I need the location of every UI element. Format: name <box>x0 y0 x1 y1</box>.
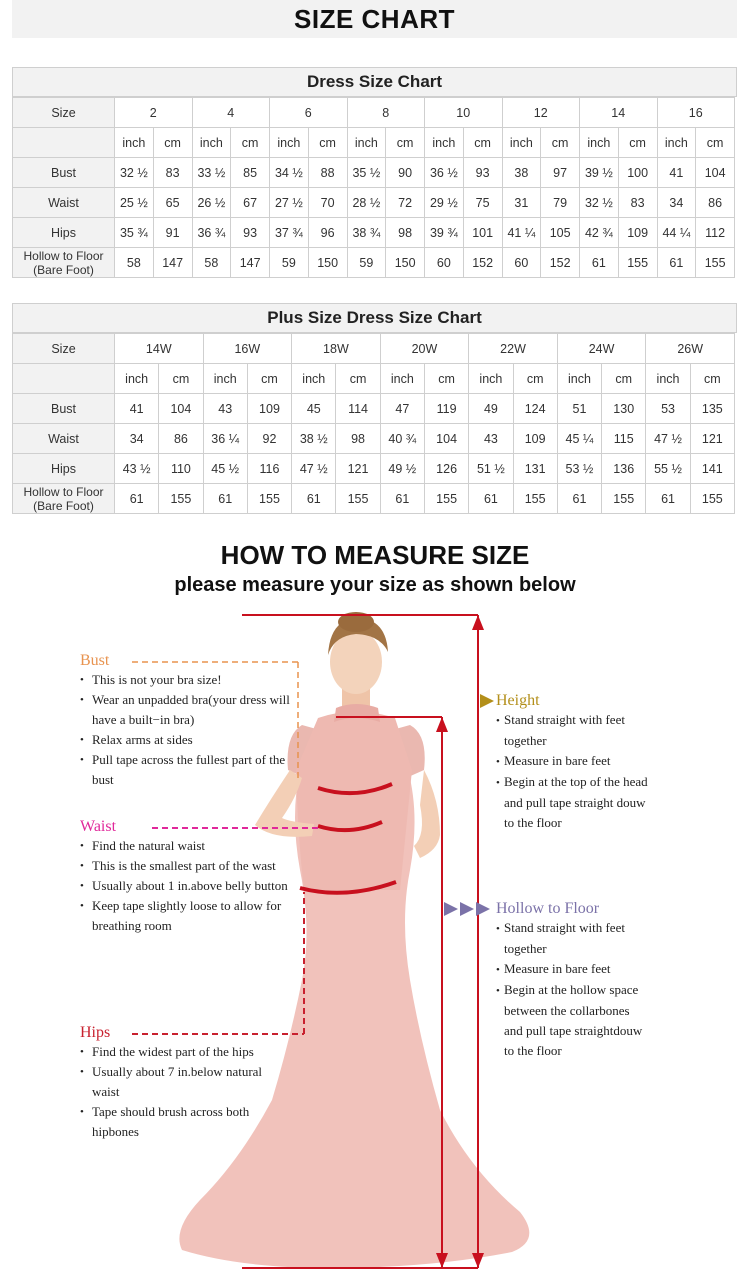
table-cell: 51 <box>557 394 601 424</box>
size-header-cell: 14 <box>580 98 658 128</box>
plus-size-chart <box>12 303 737 514</box>
table-cell: 61 <box>580 248 619 278</box>
table-cell: 83 <box>618 188 657 218</box>
list-item <box>496 793 746 813</box>
table-cell: 59 <box>270 248 309 278</box>
hollow-arrow-icon <box>444 902 490 916</box>
list-item-text: to the floor <box>504 815 562 830</box>
size-header-cell: 22W <box>469 334 558 364</box>
list-item <box>496 918 746 939</box>
list-item-text: and pull tape straightdouw <box>504 1023 643 1038</box>
table-cell: 83 <box>153 158 192 188</box>
table-cell: 45 ½ <box>203 454 247 484</box>
unit-cm-cell: cm <box>463 128 502 158</box>
table-cell: 53 <box>646 394 690 424</box>
list-item <box>80 750 290 790</box>
table-cell: 98 <box>386 218 425 248</box>
list-item <box>80 730 290 750</box>
waist-list <box>80 836 290 936</box>
unit-inch-cell: inch <box>192 128 231 158</box>
list-item <box>80 670 290 690</box>
table-cell: 105 <box>541 218 580 248</box>
table-cell: 150 <box>386 248 425 278</box>
table-cell: 43 <box>469 424 513 454</box>
bullet-icon: • <box>496 923 500 935</box>
bullet-icon: • <box>496 985 500 997</box>
unit-inch-cell: inch <box>469 364 513 394</box>
table-cell: 33 ½ <box>192 158 231 188</box>
hollow-section <box>496 900 746 1061</box>
row-label-text: Hollow to Floor <box>23 248 104 263</box>
table-cell: 79 <box>541 188 580 218</box>
row-label <box>13 188 115 218</box>
table-cell: 92 <box>247 424 291 454</box>
size-header-row <box>13 334 735 364</box>
table-cell: 60 <box>502 248 541 278</box>
unit-cm-cell: cm <box>696 128 735 158</box>
table-cell: 61 <box>646 484 690 514</box>
table-cell: 28 ½ <box>347 188 386 218</box>
table-cell: 114 <box>336 394 380 424</box>
table-cell: 32 ½ <box>580 188 619 218</box>
row-label-text: Waist <box>48 195 79 210</box>
table-cell: 39 ¾ <box>425 218 464 248</box>
table-cell: 41 <box>115 394 159 424</box>
size-header-cell: 20W <box>380 334 469 364</box>
list-item-text: Find the natural waist <box>92 838 206 853</box>
list-item-text: This is not your bra size! <box>92 672 222 687</box>
table-cell: 155 <box>336 484 380 514</box>
page-title: SIZE CHART <box>294 3 455 34</box>
list-item-text: Usually about 7 in.below natural waist <box>92 1064 263 1099</box>
list-item <box>496 710 746 731</box>
height-section <box>496 692 746 833</box>
table-cell: 34 <box>115 424 159 454</box>
unit-inch-cell: inch <box>646 364 690 394</box>
table-cell: 155 <box>618 248 657 278</box>
table-cell: 43 ½ <box>115 454 159 484</box>
unit-cm-cell: cm <box>153 128 192 158</box>
bullet-icon: • <box>496 777 500 789</box>
bust-heading: Bust <box>80 652 110 669</box>
unit-cm-cell: cm <box>618 128 657 158</box>
list-item <box>80 896 290 936</box>
list-item <box>80 690 290 730</box>
table-cell: 41 <box>657 158 696 188</box>
table-cell: 98 <box>336 424 380 454</box>
row-label-text: Hollow to Floor <box>23 484 104 499</box>
table-cell: 141 <box>690 454 734 484</box>
table-cell: 86 <box>696 188 735 218</box>
list-item-text: Stand straight with feet <box>504 712 625 727</box>
list-item-text: and pull tape straight douw <box>504 795 646 810</box>
measure-subtitle: please measure your size as shown below <box>174 574 576 596</box>
size-header-cell: 6 <box>270 98 348 128</box>
unit-cm-cell: cm <box>690 364 734 394</box>
height-heading: Height <box>496 692 540 709</box>
size-header-cell: 24W <box>557 334 646 364</box>
table-cell: 86 <box>159 424 203 454</box>
table-cell: 61 <box>292 484 336 514</box>
table-row <box>13 248 735 278</box>
list-item-text: between the collarbones <box>504 1003 630 1018</box>
list-item <box>80 876 290 896</box>
table-cell: 75 <box>463 188 502 218</box>
table-cell: 155 <box>513 484 557 514</box>
table-cell: 36 ½ <box>425 158 464 188</box>
table-cell: 104 <box>424 424 468 454</box>
table-cell: 45 <box>292 394 336 424</box>
table-cell: 47 ½ <box>292 454 336 484</box>
size-header-cell: 16 <box>657 98 735 128</box>
list-item-text: Usually about 1 in.above belly button <box>92 878 288 893</box>
size-header-cell: 16W <box>203 334 292 364</box>
table-cell: 38 ¾ <box>347 218 386 248</box>
table-cell: 109 <box>513 424 557 454</box>
table-cell: 155 <box>247 484 291 514</box>
table-cell: 38 <box>502 158 541 188</box>
table-cell: 100 <box>618 158 657 188</box>
table-cell: 35 ½ <box>347 158 386 188</box>
list-item <box>496 1001 746 1021</box>
waist-section <box>80 818 290 936</box>
row-label <box>13 454 115 484</box>
list-item <box>496 813 746 833</box>
unit-inch-cell: inch <box>292 364 336 394</box>
list-item-text: Measure in bare feet <box>504 753 611 768</box>
table-cell: 90 <box>386 158 425 188</box>
list-item-text: Begin at the hollow space <box>504 982 639 997</box>
unit-row <box>13 364 735 394</box>
row-label <box>13 424 115 454</box>
table-cell: 67 <box>231 188 270 218</box>
hips-section <box>80 1024 290 1142</box>
table-cell: 101 <box>463 218 502 248</box>
unit-cm-cell: cm <box>231 128 270 158</box>
table-cell: 26 ½ <box>192 188 231 218</box>
table-cell: 91 <box>153 218 192 248</box>
table-cell: 72 <box>386 188 425 218</box>
table-cell: 36 ¾ <box>192 218 231 248</box>
plus-size-table <box>12 333 735 514</box>
list-item-text: together <box>504 941 547 956</box>
list-item <box>496 1041 746 1061</box>
list-item <box>80 836 290 856</box>
table-cell: 49 ½ <box>380 454 424 484</box>
table-cell: 29 ½ <box>425 188 464 218</box>
unit-cm-cell: cm <box>247 364 291 394</box>
table-cell: 37 ¾ <box>270 218 309 248</box>
size-header-cell: 2 <box>115 98 193 128</box>
unit-row-head <box>13 364 115 394</box>
table-row <box>13 394 735 424</box>
table-cell: 35 ¾ <box>115 218 154 248</box>
table-cell: 61 <box>203 484 247 514</box>
table-cell: 45 ¼ <box>557 424 601 454</box>
unit-inch-cell: inch <box>502 128 541 158</box>
table-cell: 155 <box>159 484 203 514</box>
unit-cm-cell: cm <box>602 364 646 394</box>
table-cell: 124 <box>513 394 557 424</box>
table-cell: 61 <box>657 248 696 278</box>
table-cell: 155 <box>424 484 468 514</box>
row-label <box>13 484 115 514</box>
unit-inch-cell: inch <box>203 364 247 394</box>
row-label <box>13 218 115 248</box>
table-row <box>13 424 735 454</box>
table-cell: 131 <box>513 454 557 484</box>
list-item <box>80 856 290 876</box>
list-item <box>496 939 746 959</box>
table-cell: 25 ½ <box>115 188 154 218</box>
table-cell: 43 <box>203 394 247 424</box>
hips-heading: Hips <box>80 1024 111 1041</box>
list-item <box>80 1102 290 1142</box>
table-cell: 61 <box>380 484 424 514</box>
list-item-text: Relax arms at sides <box>92 732 193 747</box>
table-row <box>13 484 735 514</box>
table-cell: 152 <box>541 248 580 278</box>
list-item-text: Wear an unpadded bra(your dress will have a built−in bra) <box>92 692 290 727</box>
unit-cm-cell: cm <box>541 128 580 158</box>
size-header-cell: 14W <box>115 334 204 364</box>
header-banner <box>12 0 737 38</box>
list-item-text: Pull tape across the fullest part of the bust <box>92 752 286 787</box>
bullet-icon: • <box>496 756 500 768</box>
table-cell: 121 <box>690 424 734 454</box>
list-item-text: together <box>504 733 547 748</box>
table-cell: 32 ½ <box>115 158 154 188</box>
row-label <box>13 248 115 278</box>
table-cell: 61 <box>469 484 513 514</box>
size-header-cell: 18W <box>292 334 381 364</box>
table-cell: 136 <box>602 454 646 484</box>
table-cell: 31 <box>502 188 541 218</box>
table-cell: 97 <box>541 158 580 188</box>
hips-list <box>80 1042 290 1142</box>
table-row <box>13 454 735 484</box>
bullet-icon: • <box>496 964 500 976</box>
size-header-cell: 12 <box>502 98 580 128</box>
table-cell: 51 ½ <box>469 454 513 484</box>
list-item-text: to the floor <box>504 1043 562 1058</box>
table-cell: 121 <box>336 454 380 484</box>
row-label <box>13 158 115 188</box>
unit-cm-cell: cm <box>513 364 557 394</box>
list-item <box>496 1021 746 1041</box>
table-cell: 85 <box>231 158 270 188</box>
table-cell: 70 <box>308 188 347 218</box>
table-cell: 130 <box>602 394 646 424</box>
table-cell: 155 <box>602 484 646 514</box>
table-cell: 104 <box>696 158 735 188</box>
size-label: Size <box>13 334 115 364</box>
list-item-text: Stand straight with feet <box>504 920 625 935</box>
list-item <box>80 1042 290 1062</box>
size-header-row <box>13 98 735 128</box>
table-row <box>13 158 735 188</box>
hollow-heading: Hollow to Floor <box>496 900 600 917</box>
table-cell: 53 ½ <box>557 454 601 484</box>
table-row <box>13 188 735 218</box>
measure-title: HOW TO MEASURE SIZE <box>220 540 530 570</box>
table-cell: 96 <box>308 218 347 248</box>
table-cell: 58 <box>115 248 154 278</box>
table-cell: 39 ½ <box>580 158 619 188</box>
plus-chart-title: Plus Size Dress Size Chart <box>12 303 737 333</box>
size-header-cell: 8 <box>347 98 425 128</box>
table-cell: 61 <box>115 484 159 514</box>
dress-size-table <box>12 97 735 278</box>
size-header-cell: 4 <box>192 98 270 128</box>
table-cell: 126 <box>424 454 468 484</box>
row-label-text: Bust <box>50 165 76 180</box>
table-cell: 116 <box>247 454 291 484</box>
bust-section <box>80 652 290 790</box>
unit-inch-cell: inch <box>580 128 619 158</box>
dress-chart-title: Dress Size Chart <box>12 67 737 97</box>
row-label-text: Hips <box>50 461 76 476</box>
table-cell: 36 ¼ <box>203 424 247 454</box>
unit-cm-cell: cm <box>308 128 347 158</box>
list-item-text: Find the widest part of the hips <box>92 1044 254 1059</box>
row-sublabel-text: (Bare Foot) <box>33 498 94 513</box>
row-sublabel-text: (Bare Foot) <box>33 262 94 277</box>
table-cell: 47 <box>380 394 424 424</box>
unit-cm-cell: cm <box>336 364 380 394</box>
unit-row-head <box>13 128 115 158</box>
table-cell: 55 ½ <box>646 454 690 484</box>
unit-inch-cell: inch <box>115 128 154 158</box>
unit-inch-cell: inch <box>425 128 464 158</box>
table-cell: 65 <box>153 188 192 218</box>
size-label: Size <box>13 98 115 128</box>
table-cell: 110 <box>159 454 203 484</box>
list-item <box>496 751 746 772</box>
table-cell: 104 <box>159 394 203 424</box>
table-cell: 109 <box>618 218 657 248</box>
table-cell: 49 <box>469 394 513 424</box>
row-label-text: Bust <box>50 401 76 416</box>
table-cell: 27 ½ <box>270 188 309 218</box>
unit-row <box>13 128 735 158</box>
height-list <box>496 710 746 833</box>
table-cell: 135 <box>690 394 734 424</box>
dress-size-chart <box>12 67 737 278</box>
unit-inch-cell: inch <box>557 364 601 394</box>
hollow-list <box>496 918 746 1061</box>
unit-inch-cell: inch <box>380 364 424 394</box>
table-cell: 44 ¼ <box>657 218 696 248</box>
list-item-text: Tape should brush across both hipbones <box>92 1104 250 1139</box>
list-item <box>496 959 746 980</box>
table-cell: 115 <box>602 424 646 454</box>
table-cell: 152 <box>463 248 502 278</box>
table-cell: 59 <box>347 248 386 278</box>
table-cell: 60 <box>425 248 464 278</box>
table-cell: 47 ½ <box>646 424 690 454</box>
table-cell: 42 ¾ <box>580 218 619 248</box>
bullet-icon: • <box>496 715 500 727</box>
row-label-text: Hips <box>50 225 76 240</box>
table-cell: 147 <box>231 248 270 278</box>
unit-cm-cell: cm <box>159 364 203 394</box>
row-label-text: Waist <box>48 431 79 446</box>
table-cell: 40 ¾ <box>380 424 424 454</box>
table-cell: 38 ½ <box>292 424 336 454</box>
table-cell: 41 ¼ <box>502 218 541 248</box>
table-cell: 112 <box>696 218 735 248</box>
table-cell: 150 <box>308 248 347 278</box>
list-item <box>496 980 746 1001</box>
table-cell: 119 <box>424 394 468 424</box>
size-header-cell: 26W <box>646 334 735 364</box>
unit-cm-cell: cm <box>386 128 425 158</box>
bust-list <box>80 670 290 790</box>
unit-cm-cell: cm <box>424 364 468 394</box>
unit-inch-cell: inch <box>115 364 159 394</box>
table-cell: 34 <box>657 188 696 218</box>
table-cell: 147 <box>153 248 192 278</box>
table-cell: 109 <box>247 394 291 424</box>
unit-inch-cell: inch <box>347 128 386 158</box>
table-row <box>13 218 735 248</box>
list-item-text: Begin at the top of the head <box>504 774 648 789</box>
list-item-text: This is the smallest part of the wast <box>92 858 276 873</box>
list-item <box>80 1062 290 1102</box>
height-arrow-icon <box>480 694 494 708</box>
table-cell: 61 <box>557 484 601 514</box>
row-label <box>13 394 115 424</box>
list-item <box>496 731 746 751</box>
list-item <box>496 772 746 793</box>
table-cell: 155 <box>690 484 734 514</box>
table-cell: 58 <box>192 248 231 278</box>
size-header-cell: 10 <box>425 98 503 128</box>
table-cell: 93 <box>231 218 270 248</box>
table-cell: 88 <box>308 158 347 188</box>
unit-inch-cell: inch <box>270 128 309 158</box>
unit-inch-cell: inch <box>657 128 696 158</box>
list-item-text: Keep tape slightly loose to allow for breathing room <box>92 898 282 933</box>
list-item-text: Measure in bare feet <box>504 961 611 976</box>
table-cell: 155 <box>696 248 735 278</box>
table-cell: 93 <box>463 158 502 188</box>
waist-heading: Waist <box>80 818 117 835</box>
table-cell: 34 ½ <box>270 158 309 188</box>
